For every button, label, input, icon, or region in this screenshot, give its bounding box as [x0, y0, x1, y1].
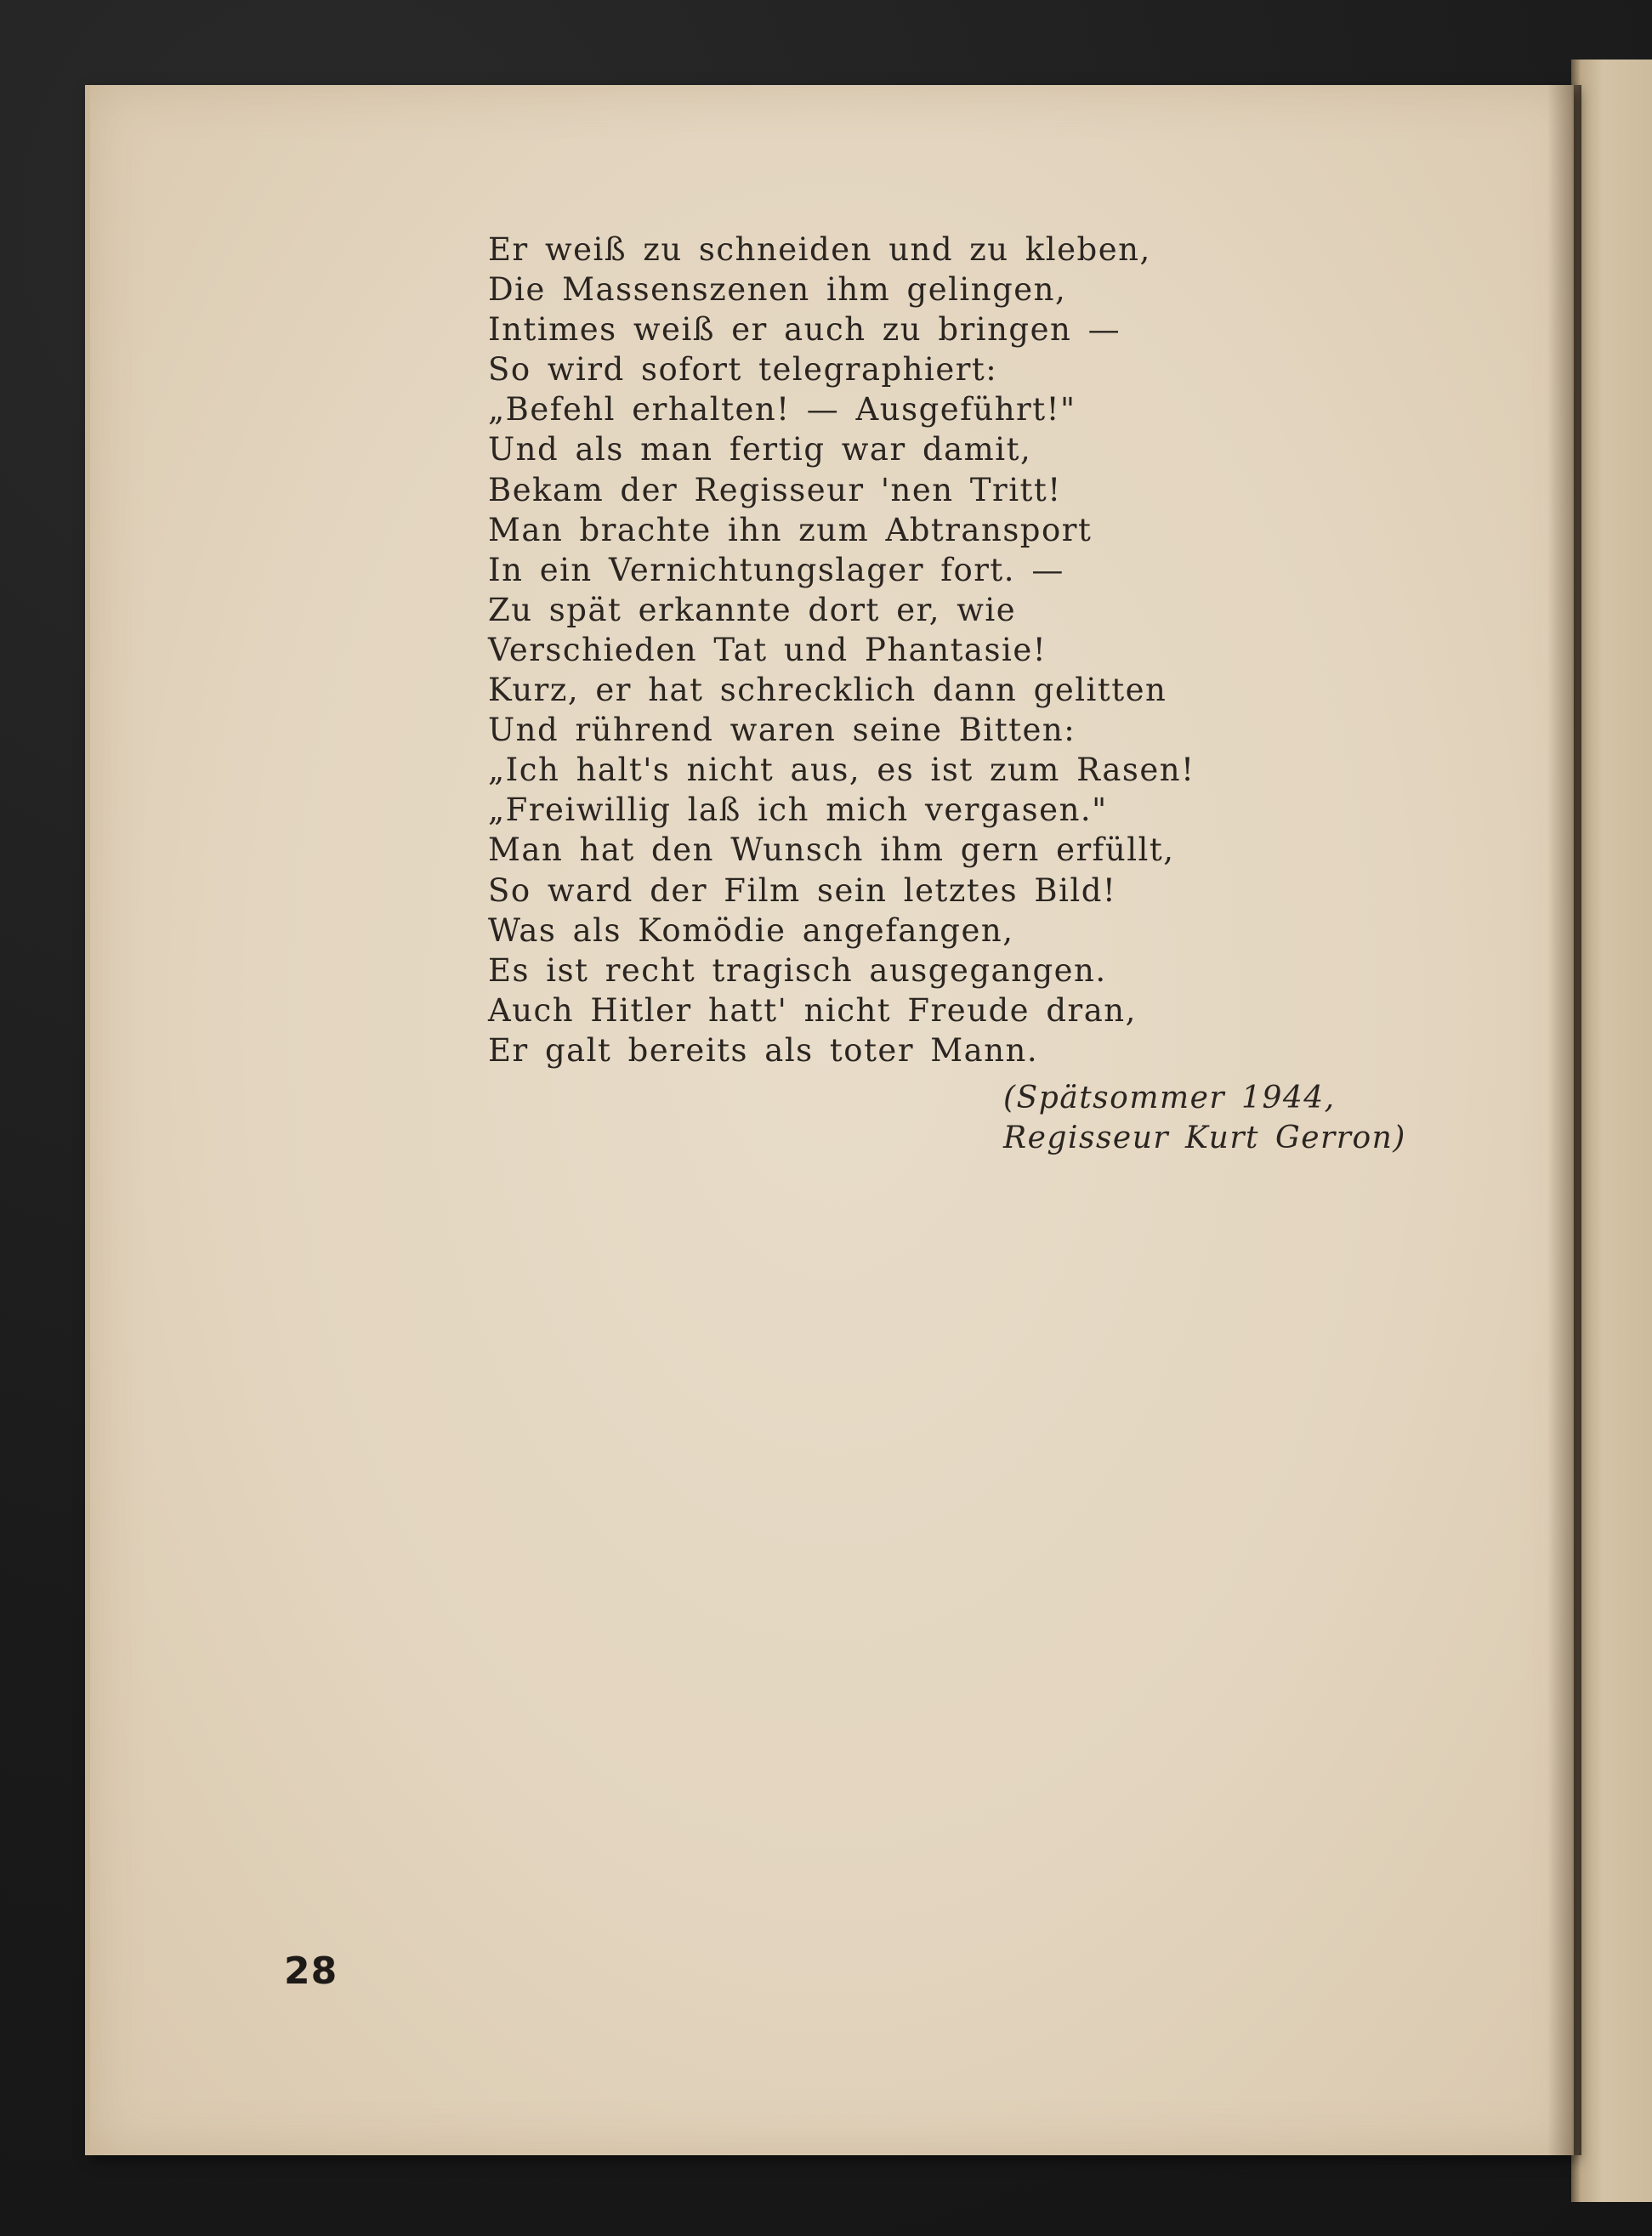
poem-line: Verschieden Tat und Phantasie! — [488, 631, 1047, 668]
attribution-author: Regisseur Kurt Gerron) — [1003, 1121, 1406, 1155]
poem-line: Er galt bereits als toter Mann. — [488, 1031, 1039, 1069]
poem-line: Und rührend waren seine Bitten: — [488, 712, 1076, 749]
poem-line: Man hat den Wunsch ihm gern erfüllt, — [488, 831, 1175, 869]
page-number: 28 — [284, 1949, 338, 1993]
poem-line: „Befehl erhalten! — Ausgeführt!" — [488, 391, 1076, 428]
poem-line: Und als man fertig war damit, — [488, 431, 1032, 468]
poem-line: Kurz, er hat schrecklich dann gelitten — [488, 672, 1167, 709]
poem-line: So ward der Film sein letztes Bild! — [488, 871, 1117, 909]
attribution — [1003, 1078, 1564, 1158]
poem-line: Er weiß zu schneiden und zu kleben, — [488, 231, 1151, 268]
adjacent-page-edge — [1571, 60, 1652, 2202]
poem-line: In ein Vernichtungslager fort. — — [488, 551, 1064, 588]
poem-line: „Ich halt's nicht aus, es ist zum Rasen! — [488, 752, 1195, 789]
poem-text — [488, 230, 1508, 1070]
poem-line: Auch Hitler hatt' nicht Freude dran, — [488, 991, 1137, 1029]
poem-line: So wird sofort telegraphiert: — [488, 351, 998, 389]
poem-line: Die Massenszenen ihm gelingen, — [488, 271, 1067, 309]
poem-line: Zu spät erkannte dort er, wie — [488, 591, 1017, 628]
poem-line: Bekam der Regisseur 'nen Tritt! — [488, 471, 1062, 508]
poem-line: Intimes weiß er auch zu bringen — — [488, 311, 1121, 349]
poem-line: Es ist recht tragisch ausgegangen. — [488, 951, 1107, 989]
attribution-date: (Spätsommer 1944, — [1003, 1081, 1336, 1115]
poem-line: Was als Komödie angefangen, — [488, 911, 1014, 949]
poem-line: Man brachte ihn zum Abtransport — [488, 511, 1093, 548]
poem-line: „Freiwillig laß ich mich vergasen." — [488, 792, 1108, 829]
